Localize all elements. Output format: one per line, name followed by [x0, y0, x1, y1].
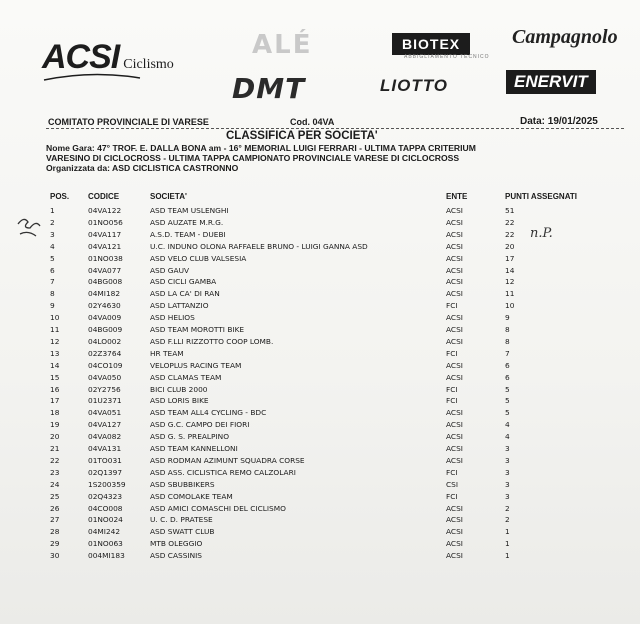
table-row — [0, 277, 640, 288]
cell-pos: 11 — [50, 325, 60, 334]
cell-societa: VELOPLUS RACING TEAM — [150, 360, 242, 370]
cell-pos: 9 — [50, 301, 55, 311]
cell-codice: 01NO024 — [88, 515, 123, 525]
table-row — [0, 444, 640, 455]
table-row — [0, 504, 640, 515]
cell-societa: ASD AUZATE M.R.G. — [150, 217, 224, 227]
acsi-logo-text: ACSI — [42, 38, 120, 76]
col-header-punti: PUNTI ASSEGNATI — [505, 192, 578, 201]
cell-punti: 20 — [505, 241, 515, 251]
cell-punti: 17 — [505, 253, 515, 263]
table-row — [0, 539, 640, 550]
table-row — [0, 408, 640, 419]
cell-ente: ACSI — [446, 253, 463, 263]
cell-codice: 02Y4630 — [88, 301, 121, 311]
cell-codice: 04MI242 — [88, 527, 121, 537]
cell-ente: ACSI — [446, 539, 463, 549]
table-row — [0, 337, 640, 348]
cell-ente: ACSI — [446, 336, 463, 346]
cell-codice: 04VA121 — [88, 241, 122, 251]
acsi-ciclismo-logo — [42, 38, 207, 86]
cell-ente: FCI — [446, 301, 458, 311]
cell-ente: ACSI — [446, 515, 463, 525]
table-row — [0, 206, 640, 217]
table-row — [0, 242, 640, 253]
cell-punti: 4 — [505, 432, 510, 442]
cell-pos: 4 — [50, 241, 55, 251]
cell-codice: 02Q1397 — [88, 467, 123, 477]
cell-punti: 8 — [505, 336, 510, 346]
cell-ente: FCI — [446, 384, 458, 394]
date-label: Data: 19/01/2025 — [520, 116, 598, 127]
cell-codice: 04VA051 — [88, 408, 122, 418]
cell-ente: FCI — [446, 348, 458, 358]
cell-codice: 04LO002 — [88, 336, 122, 346]
cell-societa: BICI CLUB 2000 — [150, 384, 208, 394]
cell-codice: 02Z3764 — [88, 348, 122, 358]
table-row — [0, 301, 640, 312]
table-row — [0, 385, 640, 396]
cell-ente: ACSI — [446, 241, 463, 251]
cell-ente: ACSI — [446, 420, 463, 430]
cell-ente: FCI — [446, 491, 458, 501]
cell-pos: 8 — [50, 289, 55, 299]
cell-societa: ASD RODMAN AZIMUNT SQUADRA CORSE — [150, 455, 305, 465]
cell-societa: ASD SWATT CLUB — [150, 527, 215, 537]
enervit-logo: ENERVIT — [506, 70, 596, 94]
col-header-societa: SOCIETA' — [150, 192, 187, 201]
cell-societa: HR TEAM — [150, 348, 184, 358]
cell-punti: 5 — [505, 396, 510, 406]
cell-codice: 1S200359 — [88, 479, 126, 489]
cell-punti: 6 — [505, 360, 510, 370]
cell-ente: ACSI — [446, 217, 463, 227]
cell-societa: ASD AMICI COMASCHI DEL CICLISMO — [150, 503, 286, 513]
table-row — [0, 313, 640, 324]
cell-societa: ASD F.LLI RIZZOTTO COOP LOMB. — [150, 336, 274, 346]
cell-ente: ACSI — [446, 444, 463, 453]
cell-societa: ASD CASSINIS — [150, 551, 202, 561]
cell-punti: 51 — [505, 206, 515, 215]
table-row — [0, 325, 640, 336]
cell-pos: 29 — [50, 539, 60, 549]
cell-societa: MTB OLEGGIO — [150, 539, 203, 549]
cell-pos: 7 — [50, 277, 55, 287]
cell-pos: 18 — [50, 408, 60, 418]
table-row — [0, 515, 640, 526]
cell-punti: 11 — [505, 289, 515, 299]
cell-pos: 24 — [50, 479, 60, 489]
cell-punti: 22 — [505, 229, 515, 239]
cell-pos: 30 — [50, 551, 60, 561]
cell-societa: ASD VELO CLUB VALSESIA — [150, 253, 247, 263]
cell-punti: 6 — [505, 372, 510, 382]
cell-ente: ACSI — [446, 229, 463, 239]
cell-codice: 01U2371 — [88, 396, 122, 406]
cell-punti: 4 — [505, 420, 510, 430]
table-row — [0, 289, 640, 300]
cell-ente: ACSI — [446, 313, 463, 323]
cell-societa: U. C. D. PRATESE — [150, 515, 213, 525]
cell-punti: 3 — [505, 455, 510, 465]
cell-punti: 10 — [505, 301, 515, 311]
cell-codice: 01NO063 — [88, 539, 123, 549]
table-row — [0, 527, 640, 538]
cell-societa: ASD HELIOS — [150, 313, 195, 323]
table-row — [0, 361, 640, 372]
page-title: CLASSIFICA PER SOCIETA' — [226, 130, 378, 142]
cell-societa: ASD ASS. CICLISTICA REMO CALZOLARI — [150, 467, 296, 477]
cell-punti: 2 — [505, 515, 510, 525]
cell-pos: 12 — [50, 336, 60, 346]
acsi-logo-subtext: Ciclismo — [123, 57, 174, 72]
cell-pos: 5 — [50, 253, 55, 263]
cell-punti: 8 — [505, 325, 510, 334]
table-row — [0, 396, 640, 407]
cell-codice: 04BG008 — [88, 277, 123, 287]
cell-societa: ASD CLAMAS TEAM — [150, 372, 222, 382]
cell-ente: ACSI — [446, 503, 463, 513]
cell-societa: ASD GAUV — [150, 265, 190, 275]
cell-codice: 04VA131 — [88, 444, 122, 453]
cell-pos: 21 — [50, 444, 60, 453]
cod-label: Cod. 04VA — [290, 117, 335, 127]
cell-codice: 04VA050 — [88, 372, 122, 382]
cell-codice: 04BG009 — [88, 325, 123, 334]
cell-pos: 1 — [50, 206, 55, 215]
cell-societa: ASD G. S. PREALPINO — [150, 432, 230, 442]
cell-pos: 3 — [50, 229, 55, 239]
cell-pos: 19 — [50, 420, 60, 430]
cell-societa: ASD LA CA' DI RAN — [150, 289, 220, 299]
cell-ente: ACSI — [446, 277, 463, 287]
biotex-logo: BIOTEX — [392, 33, 470, 55]
cell-codice: 04VA077 — [88, 265, 122, 275]
cell-codice: 02Y2756 — [88, 384, 121, 394]
cell-ente: ACSI — [446, 325, 463, 334]
cell-codice: 04CO109 — [88, 360, 123, 370]
cell-punti: 3 — [505, 467, 510, 477]
comitato-label: COMITATO PROVINCIALE DI VARESE — [48, 117, 209, 127]
cell-societa: ASD LATTANZIO — [150, 301, 209, 311]
table-row — [0, 349, 640, 360]
cell-codice: 04VA082 — [88, 432, 122, 442]
cell-pos: 23 — [50, 467, 60, 477]
cell-societa: ASD TEAM USLENGHI — [150, 206, 229, 215]
cell-punti: 3 — [505, 444, 510, 453]
cell-societa: ASD CICLI GAMBA — [150, 277, 217, 287]
cell-pos: 16 — [50, 384, 60, 394]
cell-punti: 2 — [505, 503, 510, 513]
cell-societa: A.S.D. TEAM - DUEBI — [150, 229, 226, 239]
cell-codice: 01TO031 — [88, 455, 122, 465]
acsi-swoosh-icon — [42, 72, 142, 82]
cell-pos: 22 — [50, 455, 60, 465]
cell-societa: ASD LORIS BIKE — [150, 396, 209, 406]
table-row — [0, 480, 640, 491]
cell-ente: ACSI — [446, 455, 463, 465]
cell-punti: 1 — [505, 551, 510, 561]
cell-societa: U.C. INDUNO OLONA RAFFAELE BRUNO - LUIGI GANNA ASD — [150, 241, 368, 251]
cell-codice: 01NO038 — [88, 253, 123, 263]
table-row — [0, 492, 640, 503]
cell-societa: ASD G.C. CAMPO DEI FIORI — [150, 420, 250, 430]
col-header-codice: CODICE — [88, 192, 120, 201]
cell-societa: ASD TEAM MOROTTI BIKE — [150, 325, 245, 334]
cell-pos: 2 — [50, 217, 55, 227]
cell-ente: ACSI — [446, 289, 463, 299]
cell-pos: 10 — [50, 313, 60, 323]
cell-societa: ASD SBUBBIKERS — [150, 479, 215, 489]
cell-codice: 01NO056 — [88, 217, 123, 227]
race-name-line1: Nome Gara: 47° TROF. E. DALLA BONA am - 16° MEMORIAL LUIGI FERRARI - ULTIMA TAPPA CRITERIUM — [46, 143, 476, 153]
table-row — [0, 420, 640, 431]
cell-punti: 3 — [505, 479, 510, 489]
cell-ente: ACSI — [446, 372, 463, 382]
table-row — [0, 468, 640, 479]
cell-pos: 25 — [50, 491, 60, 501]
table-row — [0, 456, 640, 467]
table-row — [0, 266, 640, 277]
divider — [46, 128, 624, 129]
cell-pos: 26 — [50, 503, 60, 513]
cell-pos: 15 — [50, 372, 60, 382]
cell-ente: ACSI — [446, 206, 463, 215]
cell-societa: ASD TEAM KANNELLONI — [150, 444, 238, 453]
col-header-ente: ENTE — [446, 192, 468, 201]
cell-ente: ACSI — [446, 265, 463, 275]
cell-pos: 20 — [50, 432, 60, 442]
cell-codice: 04VA117 — [88, 229, 122, 239]
table-row — [0, 254, 640, 265]
cell-punti: 1 — [505, 527, 510, 537]
cell-pos: 14 — [50, 360, 60, 370]
cell-pos: 13 — [50, 348, 60, 358]
cell-ente: FCI — [446, 396, 458, 406]
cell-codice: 02Q4323 — [88, 491, 123, 501]
cell-punti: 5 — [505, 384, 510, 394]
race-name-line2: VARESINO DI CICLOCROSS - ULTIMA TAPPA CAMPIONATO PROVINCIALE VARESE DI CICLOCROSS — [46, 153, 460, 163]
cell-codice: 04VA009 — [88, 313, 122, 323]
cell-punti: 7 — [505, 348, 510, 358]
ale-logo: ALÉ — [252, 30, 313, 60]
handwritten-scribble-icon — [14, 214, 44, 240]
liotto-logo: LIOTTO — [380, 76, 449, 95]
cell-ente: ACSI — [446, 408, 463, 418]
table-row — [0, 373, 640, 384]
cell-ente: ACSI — [446, 360, 463, 370]
cell-ente: FCI — [446, 467, 458, 477]
cell-codice: 004MI183 — [88, 551, 125, 561]
cell-ente: ACSI — [446, 527, 463, 537]
cell-punti: 12 — [505, 277, 515, 287]
cell-societa: ASD TEAM ALL4 CYCLING - BDC — [150, 408, 267, 418]
cell-codice: 04VA127 — [88, 420, 122, 430]
cell-codice: 04VA122 — [88, 206, 122, 215]
cell-ente: ACSI — [446, 432, 463, 442]
cell-punti: 5 — [505, 408, 510, 418]
cell-punti: 22 — [505, 217, 515, 227]
handwritten-mark-icon — [14, 214, 44, 244]
cell-punti: 1 — [505, 539, 510, 549]
campagnolo-logo: Campagnolo — [512, 26, 618, 48]
cell-codice: 04CO008 — [88, 503, 123, 513]
cell-punti: 14 — [505, 265, 515, 275]
cell-punti: 3 — [505, 491, 510, 501]
table-row — [0, 432, 640, 443]
cell-pos: 27 — [50, 515, 60, 525]
handwritten-note: n.P. — [530, 226, 553, 241]
cell-pos: 28 — [50, 527, 60, 537]
cell-pos: 6 — [50, 265, 55, 275]
cell-ente: ACSI — [446, 551, 463, 561]
dmt-logo: DMT — [232, 72, 306, 105]
biotex-tagline: ABBIGLIAMENTO TECNICO — [404, 54, 490, 60]
cell-pos: 17 — [50, 396, 60, 406]
table-row — [0, 551, 640, 562]
cell-punti: 9 — [505, 313, 510, 323]
cell-codice: 04MI182 — [88, 289, 121, 299]
cell-societa: ASD COMOLAKE TEAM — [150, 491, 233, 501]
organizer-line: Organizzata da: ASD CICLISTICA CASTRONNO — [46, 163, 239, 173]
col-header-pos: POS. — [50, 192, 70, 201]
cell-ente: CSI — [446, 479, 459, 489]
